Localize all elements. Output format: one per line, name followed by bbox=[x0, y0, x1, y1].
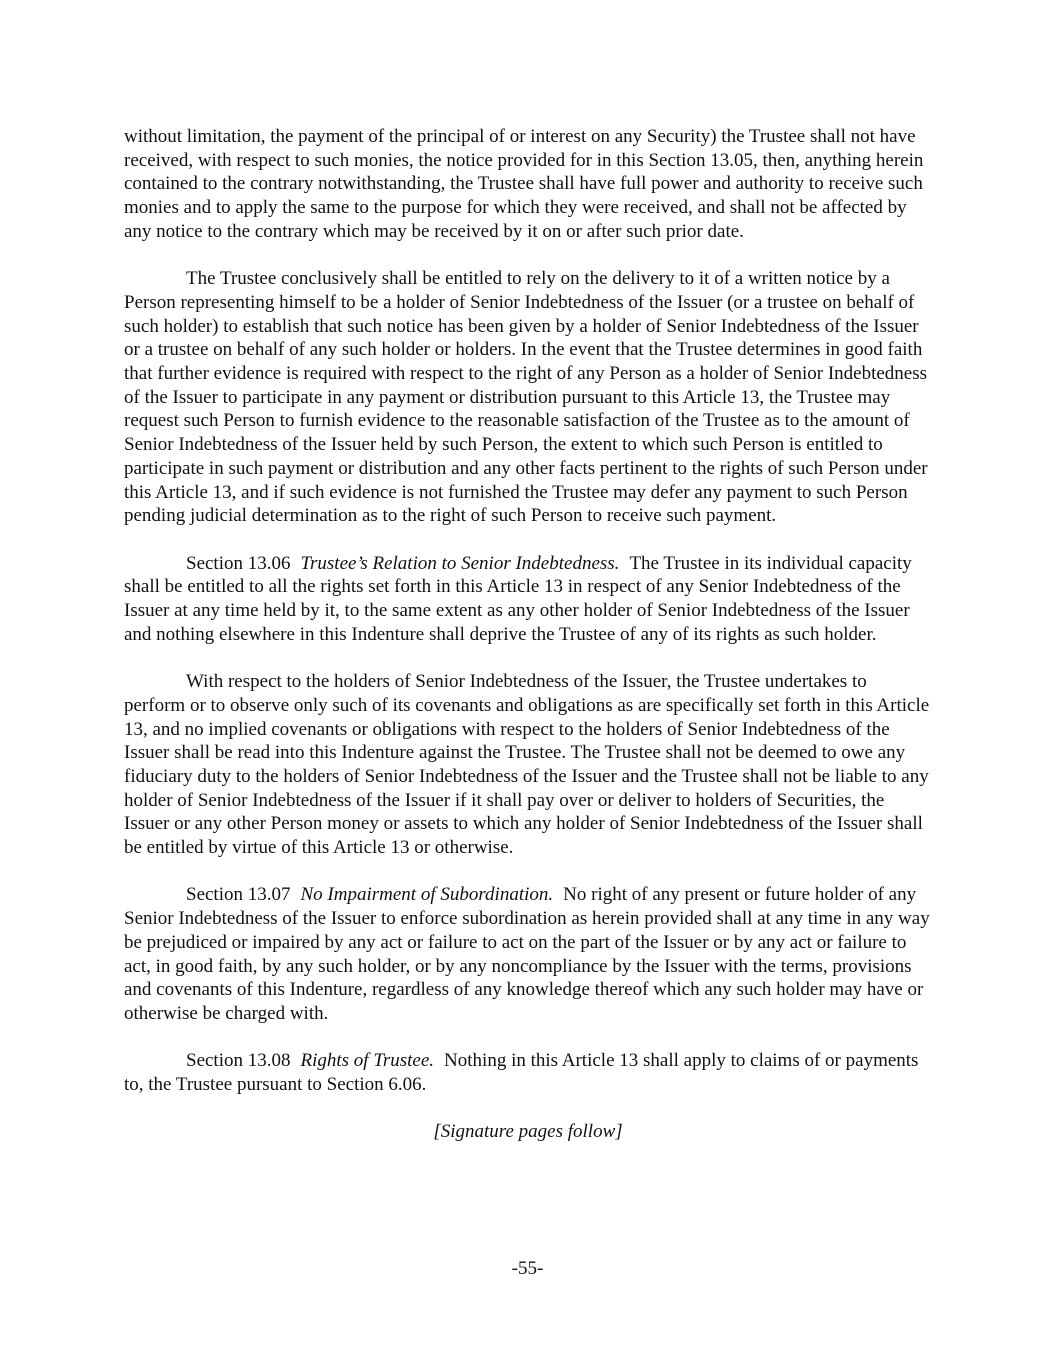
section-13-06-number: Section 13.06 bbox=[186, 552, 291, 574]
section-13-07 bbox=[124, 883, 932, 1025]
section-13-07-title: No Impairment of Subordination. bbox=[300, 884, 554, 906]
section-13-08-title: Rights of Trustee. bbox=[300, 1050, 435, 1072]
paragraph-trustee-reliance: The Trustee conclusively shall be entitled to rely on the delivery to it of a written notice by a Person representing himself to be a holder of Senior Indebtedness of the Issuer (or a trustee on behalf of such holder) to establish that such notice has been given by a holder of Senior Indebtedness of the Issuer or a trustee on behalf of any such holder or holders. In the event that the Trustee determines in good faith that further evidence is required with respect to the right of any Person as a holder of Senior Indebtedness of the Issuer to participate in any payment or distribution pursuant to this Article 13, the Trustee may request such Person to furnish evidence to the reasonable satisfaction of the Trustee as to the amount of Senior Indebtedness of the Issuer held by such Person, the extent to which such Person is entitled to participate in such payment or distribution and any other facts pertinent to the rights of such Person under this Article 13, and if such evidence is not furnished the Trustee may defer any payment to such Person pending judicial determination as to the right of such Person to receive such payment. bbox=[124, 268, 928, 527]
document-body bbox=[124, 125, 932, 1168]
section-13-08-body: Nothing in this Article 13 shall apply to claims of or payments to, the Trustee pursuant to Section 6.06. bbox=[124, 1050, 919, 1096]
section-13-06-title: Trustee’s Relation to Senior Indebtedness. bbox=[300, 552, 620, 574]
paragraph-trustee-undertakings: With respect to the holders of Senior Indebtedness of the Issuer, the Trustee undertakes to perform or to observe only such of its covenants and obligations as are specifically set forth in this Article 13, and no implied covenants or obligations with respect to the holders of Senior Indebtedness of the Issuer shall be read into this Indenture against the Trustee. The Trustee shall not be deemed to owe any fiduciary duty to the holders of Senior Indebtedness of the Issuer and the Trustee shall not be liable to any holder of Senior Indebtedness of the Issuer if it shall pay over or deliver to holders of Securities, the Issuer or any other Person money or assets to which any holder of Senior Indebtedness of the Issuer shall be entitled by virtue of this Article 13 or otherwise. bbox=[124, 671, 930, 859]
section-13-08-number: Section 13.08 bbox=[186, 1050, 291, 1072]
section-13-08 bbox=[124, 1049, 932, 1096]
section-13-06 bbox=[124, 552, 932, 647]
section-13-07-body: No right of any present or future holder of any Senior Indebtedness of the Issuer to enforce subordination as herein provided shall at any time in any way be prejudiced or impaired by any act or failure to act on the part of the Issuer or by any act or failure to act, in good faith, by any such holder, or by any noncompliance by the Issuer with the terms, provisions and covenants of this Indenture, regardless of any knowledge thereof which any such holder may have or otherwise be charged with. bbox=[124, 884, 930, 1024]
signature-pages-note: [Signature pages follow] bbox=[433, 1121, 623, 1143]
section-13-07-number: Section 13.07 bbox=[186, 884, 291, 906]
paragraph-continuation: without limitation, the payment of the principal of or interest on any Security) the Trustee shall not have received, with respect to such monies, the notice provided for in this Section 13.05, then, anything herein contained to the contrary notwithstanding, the Trustee shall have full power and authority to receive such monies and to apply the same to the purpose for which they were received, and shall not be affected by any notice to the contrary which may be received by it on or after such prior date. bbox=[124, 126, 924, 242]
page-number: -55- bbox=[511, 1258, 544, 1279]
section-13-06-body: The Trustee in its individual capacity shall be entitled to all the rights set forth in this Article 13 in respect of any Senior Indebtedness of the Issuer at any time held by it, to the same extent as any other holder of Senior Indebtedness of the Issuer and nothing elsewhere in this Indenture shall deprive the Trustee of any of its rights as such holder. bbox=[124, 552, 912, 645]
